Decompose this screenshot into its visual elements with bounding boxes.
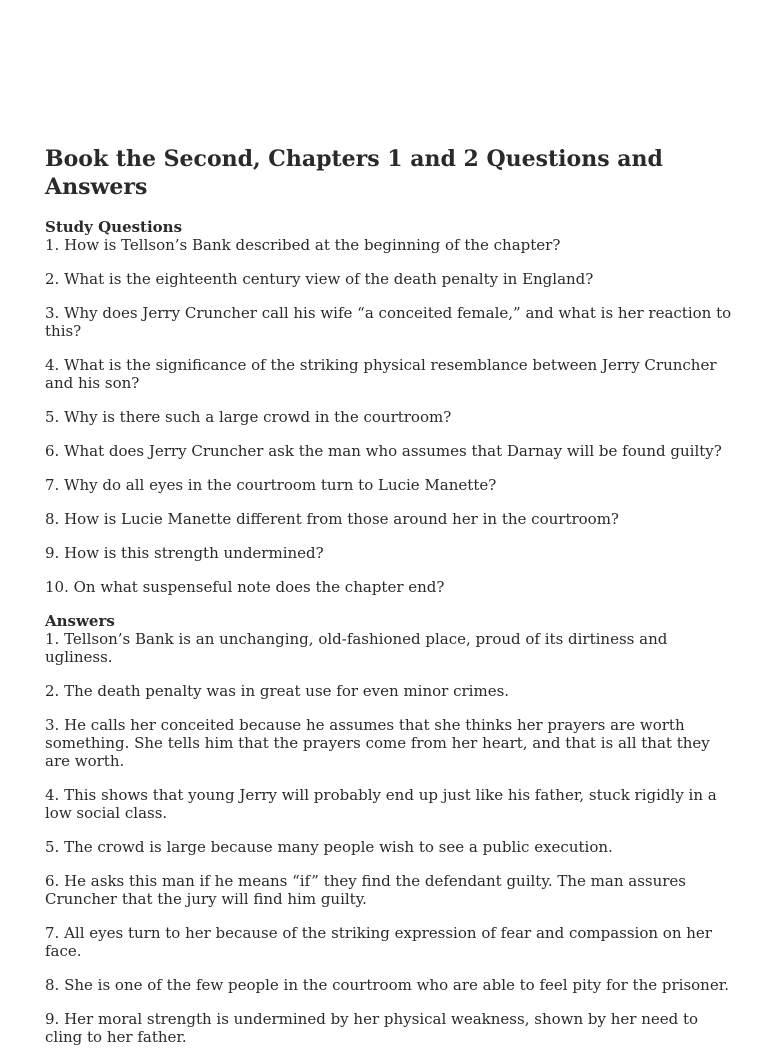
- answer-1: 1. Tellson’s Bank is an unchanging, old-fashioned place, proud of its dirtiness and ugliness.: [45, 630, 668, 666]
- question-5: 5. Why is there such a large crowd in the courtroom?: [45, 408, 452, 426]
- study-questions-heading: Study Questions: [45, 218, 183, 236]
- answer-4: 4. This shows that young Jerry will probably end up just like his father, stuck rigidly in a low social class.: [45, 786, 717, 822]
- document-body: [45, 218, 735, 1062]
- question-6: 6. What does Jerry Cruncher ask the man who assumes that Darnay will be found guilty?: [45, 442, 722, 460]
- answer-8: 8. She is one of the few people in the courtroom who are able to feel pity for the prisoner.: [45, 976, 730, 994]
- answer-9: 9. Her moral strength is undermined by her physical weakness, shown by her need to cling to her father.: [45, 1010, 699, 1046]
- answer-3: 3. He calls her conceited because he assumes that she thinks her prayers are worth something. She tells him that the prayers come from her heart, and that is all that they are worth.: [45, 716, 710, 770]
- question-2: 2. What is the eighteenth century view of the death penalty in England?: [45, 270, 594, 288]
- answer-5: 5. The crowd is large because many people wish to see a public execution.: [45, 838, 613, 856]
- answer-2: 2. The death penalty was in great use for even minor crimes.: [45, 682, 510, 700]
- page-title: Book the Second, Chapters 1 and 2 Questions and Answers: [45, 146, 663, 200]
- answers-heading: Answers: [45, 612, 115, 630]
- answers-section: [45, 612, 735, 1046]
- answer-6: 6. He asks this man if he means “if” they find the defendant guilty. The man assures Cruncher that the jury will find him guilty.: [45, 872, 687, 908]
- study-questions-section: [45, 218, 735, 596]
- answer-7: 7. All eyes turn to her because of the striking expression of fear and compassion on her face.: [45, 924, 712, 960]
- question-10: 10. On what suspenseful note does the chapter end?: [45, 578, 445, 596]
- question-1: 1. How is Tellson’s Bank described at the beginning of the chapter?: [45, 236, 561, 254]
- question-9: 9. How is this strength undermined?: [45, 544, 324, 562]
- question-8: 8. How is Lucie Manette different from those around her in the courtroom?: [45, 510, 619, 528]
- question-3: 3. Why does Jerry Cruncher call his wife “a conceited female,” and what is her reaction to this?: [45, 304, 732, 340]
- question-7: 7. Why do all eyes in the courtroom turn to Lucie Manette?: [45, 476, 497, 494]
- question-4: 4. What is the significance of the striking physical resemblance between Jerry Cruncher and his son?: [45, 356, 717, 392]
